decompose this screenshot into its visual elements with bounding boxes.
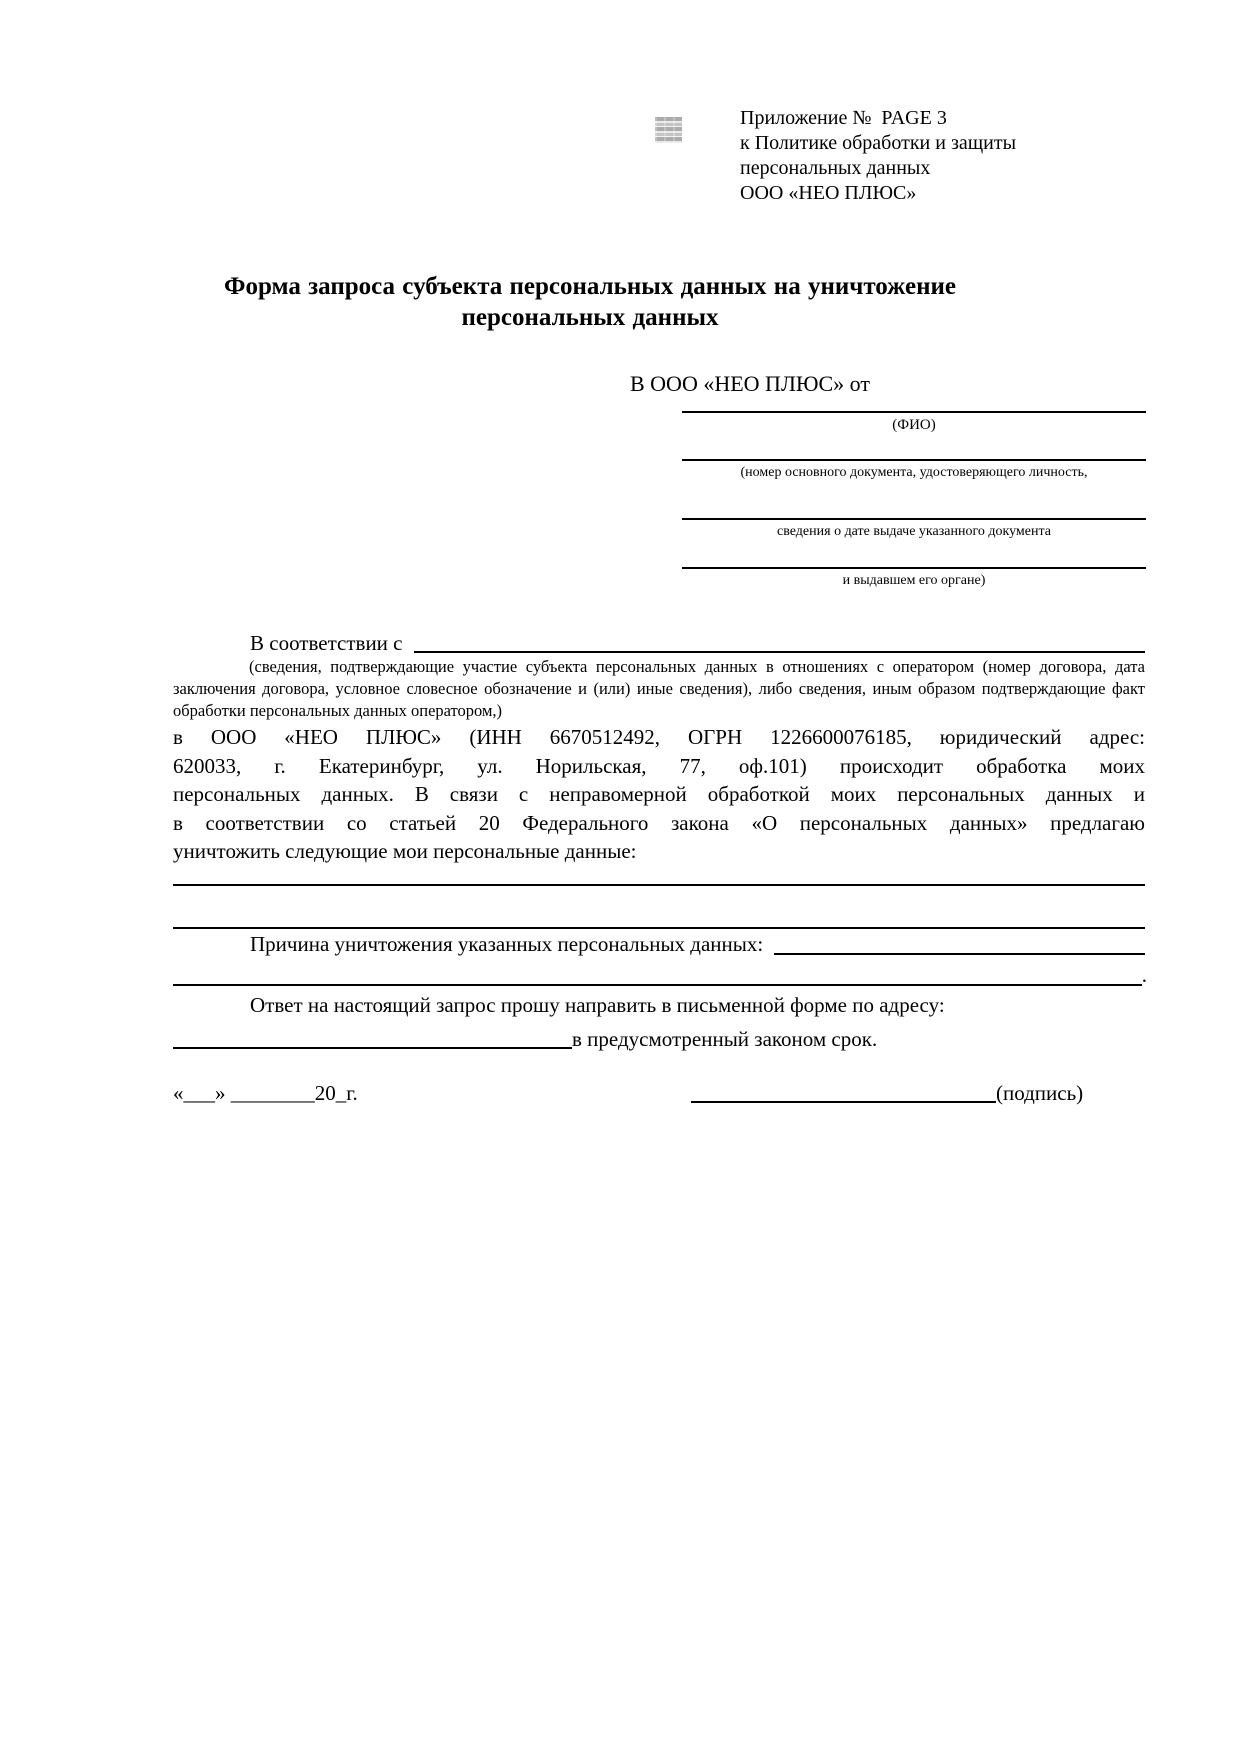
signature-caption: (подпись) [996, 1081, 1084, 1105]
body-paragraph-line: персональных данных. В связи с неправомерной обработкой моих персональных данных и [173, 782, 1145, 806]
reason-label: Причина уничтожения указанных персональных данных: [250, 932, 769, 956]
body-paragraph-line: уничтожить следующие мои персональные данные: [173, 839, 637, 863]
document-title [150, 271, 1030, 333]
appendix-header [740, 106, 1070, 206]
explanatory-note [173, 656, 1145, 722]
document-title-line-1: Форма запроса субъекта персональных данных на уничтожение [224, 273, 956, 300]
signature-row [691, 1080, 1083, 1107]
body-paragraph-line: 620033, г. Екатеринбург, ул. Норильская, 77, оф.101) происходит обработка моих [173, 753, 1145, 778]
fill-in-field-row [682, 518, 1146, 541]
date-blank-text: «___» ________20_г. [173, 1081, 358, 1105]
data-list-blank-line-2 [173, 927, 1145, 929]
explanatory-note-line: обработки персональных данных оператором,) [173, 701, 503, 720]
reason-blank-line [774, 953, 1145, 955]
accordance-blank-line [414, 651, 1145, 653]
reason-continuation-blank-line [173, 984, 1142, 986]
fill-in-caption: и выдавшем его органе) [842, 573, 986, 588]
fill-in-field-row [682, 411, 1146, 434]
fill-in-blank-line [682, 459, 1146, 461]
explanatory-note-line: (сведения, подтверждающие участие субъекта персональных данных в отношениях с оператором (номер договора, дата [249, 657, 1145, 676]
explanatory-note-line: заключения договора, условное словесное обозначение и (или) иные сведения), либо сведения, иным образом подтверждающие факт [173, 679, 1145, 698]
reason-row [250, 931, 1145, 958]
appendix-header-line: к Политике обработки и защиты [740, 132, 1017, 154]
response-request-line: Ответ на настоящий запрос прошу направить в письменной форме по адресу: [250, 993, 945, 1017]
fill-in-blank-line [682, 411, 1146, 413]
fill-in-field-row [682, 459, 1146, 482]
sentence-period: . [1141, 963, 1147, 987]
body-paragraph [173, 723, 1145, 866]
address-blank-line [173, 1047, 572, 1049]
data-list-blank-line-1 [173, 884, 1145, 886]
reason-continuation-row [173, 962, 1147, 989]
signature-blank-line [691, 1101, 996, 1103]
appendix-header-line: ООО «НЕО ПЛЮС» [740, 182, 917, 204]
accordance-lead-text: В соответствии с [250, 631, 408, 655]
document-title-line-2: персональных данных [461, 304, 719, 331]
fill-in-caption: (ФИО) [892, 417, 936, 433]
fill-in-blank-line [682, 518, 1146, 520]
term-text: в предусмотренный законом срок. [572, 1027, 878, 1051]
fill-in-field-row [682, 567, 1146, 590]
fill-in-caption: сведения о дате выдаче указанного документа [777, 524, 1051, 539]
body-paragraph-line: в соответствии со статьей 20 Федерального закона «О персональных данных» предлагаю [173, 810, 1145, 835]
accordance-row [250, 630, 1145, 656]
response-address-row [173, 1026, 877, 1053]
embedded-object-fragment-icon [655, 117, 682, 143]
fill-in-caption: (номер основного документа, удостоверяющего личность, [740, 465, 1088, 480]
addressee-line: В ООО «НЕО ПЛЮС» от [630, 371, 870, 396]
appendix-header-line: персональных данных [740, 157, 931, 179]
fill-in-blank-line [682, 567, 1146, 569]
appendix-header-line: Приложение № PAGE 3 [740, 107, 947, 129]
body-paragraph-line: в ООО «НЕО ПЛЮС» (ИНН 6670512492, ОГРН 1226600076185, юридический адрес: [173, 725, 1145, 749]
